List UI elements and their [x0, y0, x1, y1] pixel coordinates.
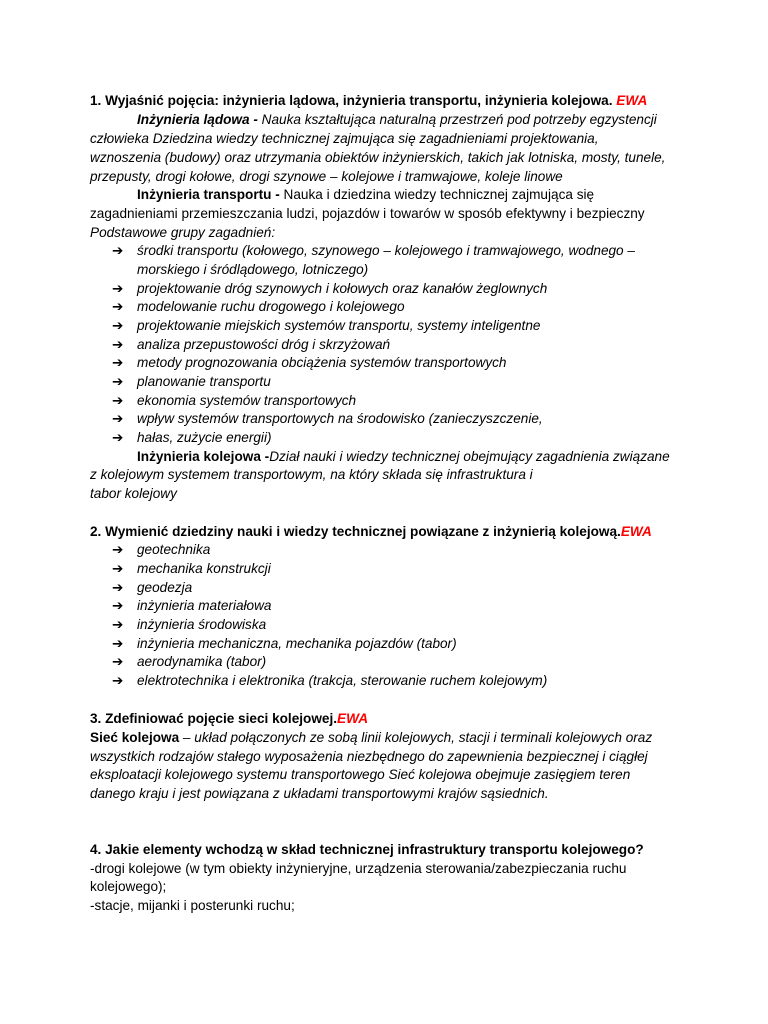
list-item: elektrotechnika i elektronika (trakcja, sterowanie ruchem kolejowym) — [137, 673, 548, 688]
bullet-arrow-icon: ➔ — [112, 542, 124, 557]
q1-transportu-line-1 — [137, 186, 594, 205]
list-item: metody prognozowania obciążenia systemów transportowych — [137, 355, 507, 370]
list-item: inżynieria materiałowa — [137, 598, 272, 613]
list-item: wpływ systemów transportowych na środowisko (zanieczyszczenie, — [137, 411, 543, 426]
q4-line-3: -stacje, mijanki i posterunki ruchu; — [90, 898, 295, 913]
q3-line-3: eksploatacji kolejowego systemu transportowego Sieć kolejowa obejmuje zasięgiem teren — [90, 767, 631, 782]
bullet-arrow-icon: ➔ — [112, 318, 124, 333]
q1-ladowa-line-2: człowieka Dziedzina wiedzy technicznej zajmująca się zagadnieniami projektowania, — [90, 131, 599, 146]
q1-transportu-line-3: Podstawowe grupy zagadnień: — [90, 225, 276, 240]
bullet-arrow-icon: ➔ — [112, 636, 124, 651]
q3-text: – układ połączonych ze sobą linii kolejowych, stacji i terminali kolejowych oraz — [179, 730, 653, 745]
q3-line-4: danego kraju i jest powiązana z układami transportowymi krajów sąsiednich. — [90, 786, 549, 801]
list-item: planowanie transportu — [137, 374, 271, 389]
bullet-arrow-icon: ➔ — [112, 337, 124, 352]
q1-kolejowa-line-1 — [137, 448, 670, 467]
bullet-arrow-icon: ➔ — [112, 243, 124, 258]
q1-ladowa-line-4: przepusty, drogi kołowe, drogi szynowe – kolejowe i tramwajowe, koleje linowe — [90, 169, 563, 184]
q2-ewa-tag: EWA — [620, 524, 652, 539]
q2-heading-text: 2. Wymienić dziedziny nauki i wiedzy technicznej powiązane z inżynierią kolejową. — [90, 524, 621, 539]
q3-heading-text: 3. Zdefiniować pojęcie sieci kolejowej. — [90, 711, 338, 726]
bullet-arrow-icon: ➔ — [112, 299, 124, 314]
bullet-arrow-icon: ➔ — [112, 673, 124, 688]
q1-transportu-term: Inżynieria transportu - — [137, 187, 284, 202]
bullet-arrow-icon: ➔ — [112, 654, 124, 669]
list-item: geodezja — [137, 580, 193, 595]
list-item: mechanika konstrukcji — [137, 561, 271, 576]
q1-transportu-line-2: zagadnieniami przemieszczania ludzi, pojazdów i towarów w sposób efektywny i bezpieczny — [90, 206, 645, 221]
list-item: analiza przepustowości dróg i skrzyżowań — [137, 337, 391, 352]
list-item: hałas, zużycie energii) — [137, 430, 272, 445]
q1-heading — [90, 92, 647, 111]
q1-ladowa-text: Nauka kształtująca naturalną przestrzeń pod potrzeby egzystencji — [261, 112, 657, 127]
q1-ladowa-line-3: wznoszenia (budowy) oraz utrzymania obiektów inżynierskich, takich jak lotniska, mosty, tunele, — [90, 150, 666, 165]
q3-ewa-tag: EWA — [337, 711, 369, 726]
q1-ladowa-line-1 — [137, 111, 657, 130]
list-item: aerodynamika (tabor) — [137, 654, 267, 669]
bullet-arrow-icon: ➔ — [112, 355, 124, 370]
q4-line-2: kolejowego); — [90, 879, 167, 894]
bullet-arrow-icon: ➔ — [112, 374, 124, 389]
bullet-arrow-icon: ➔ — [112, 411, 124, 426]
q4-line-1: -drogi kolejowe (w tym obiekty inżynieryjne, urządzenia sterowania/zabezpieczania ruchu — [90, 861, 627, 876]
q3-heading — [90, 710, 368, 729]
list-item: projektowanie dróg szynowych i kołowych oraz kanałów żeglownych — [137, 281, 548, 296]
list-item: geotechnika — [137, 542, 211, 557]
q1-transportu-text: Nauka i dziedzina wiedzy technicznej zajmująca się — [283, 187, 595, 202]
q1-kolejowa-line-3: tabor kolejowy — [90, 486, 177, 501]
bullet-arrow-icon: ➔ — [112, 430, 124, 445]
bullet-arrow-icon: ➔ — [112, 617, 124, 632]
list-item: środki transportu (kołowego, szynowego – kolejowego i tramwajowego, wodnego – — [137, 243, 635, 258]
bullet-arrow-icon: ➔ — [112, 598, 124, 613]
list-item: inżynieria mechaniczna, mechanika pojazdów (tabor) — [137, 636, 457, 651]
q1-ladowa-term: Inżynieria lądowa - — [137, 112, 262, 127]
q1-heading-text: 1. Wyjaśnić pojęcia: inżynieria lądowa, inżynieria transportu, inżynieria kolejowa. — [90, 93, 617, 108]
q3-line-2: wszystkich rodzajów stałego wyposażenia niezbędnego do zapewnienia bezpiecznej i ciągłej — [90, 749, 648, 764]
q2-heading — [90, 523, 652, 542]
q1-kolejowa-text: Dział nauki i wiedzy technicznej obejmujący zagadnienia związane — [269, 449, 670, 464]
list-item: modelowanie ruchu drogowego i kolejowego — [137, 299, 405, 314]
q1-kolejowa-term: Inżynieria kolejowa - — [137, 449, 270, 464]
bullet-arrow-icon: ➔ — [112, 393, 124, 408]
q3-line-1 — [90, 729, 652, 748]
q1-kolejowa-line-2: z kolejowym systemem transportowym, na który składa się infrastruktura i — [90, 467, 533, 482]
bullet-arrow-icon: ➔ — [112, 580, 124, 595]
bullet-arrow-icon: ➔ — [112, 281, 124, 296]
list-item: ekonomia systemów transportowych — [137, 393, 357, 408]
list-item-continuation: morskiego i śródlądowego, lotniczego) — [137, 262, 369, 277]
list-item: projektowanie miejskich systemów transportu, systemy inteligentne — [137, 318, 541, 333]
list-item: inżynieria środowiska — [137, 617, 267, 632]
q3-term: Sieć kolejowa — [90, 730, 180, 745]
bullet-arrow-icon: ➔ — [112, 561, 124, 576]
q4-heading: 4. Jakie elementy wchodzą w skład technicznej infrastruktury transportu kolejowego? — [90, 842, 644, 857]
q1-ewa-tag: EWA — [616, 93, 648, 108]
